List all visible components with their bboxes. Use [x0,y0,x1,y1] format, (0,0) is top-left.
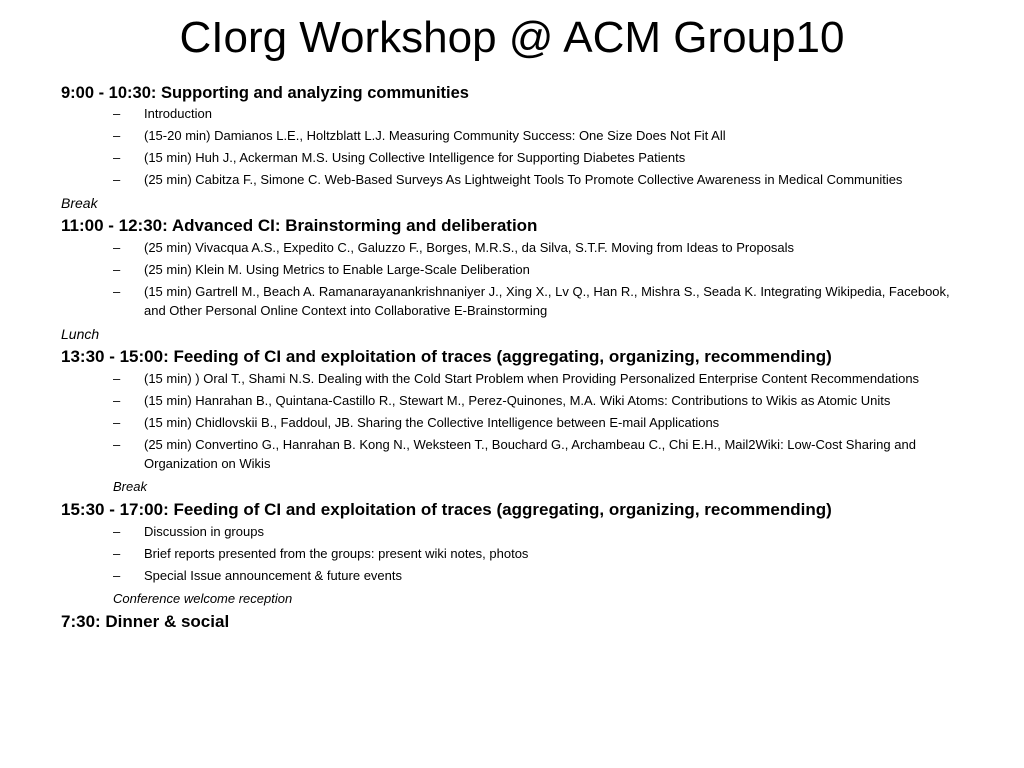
agenda-item: – Discussion in groups [113,524,264,539]
session-heading: 11:00 - 12:30: Advanced CI: Brainstorming and deliberation [61,216,538,235]
session-heading: 13:30 - 15:00: Feeding of CI and exploitation of traces (aggregating, organizing, recommending) [61,347,832,366]
session-items [61,238,961,320]
session-items [61,369,961,473]
dash-bullet: – [113,240,121,255]
agenda-item: – (15 min) Gartrell M., Beach A. Ramanarayanankrishnaniyer J., Xing X., Lv Q., Han R., Mishra S., Seada K. Integrating Wikipedia, Facebook, and Other Personal Online Context into Collaborative E-Brainstorming [113,284,950,318]
dash-bullet: – [113,150,121,165]
agenda-item: – (15-20 min) Damianos L.E., Holtzblatt L.J. Measuring Community Success: One Size Does Not Fit All [113,128,726,143]
reception-label: Conference welcome reception [113,591,293,606]
agenda-item: – (25 min) Vivacqua A.S., Expedito C., Galuzzo F., Borges, M.R.S., da Silva, S.T.F. Moving from Ideas to Proposals [113,240,795,255]
session-heading: 15:30 - 17:00: Feeding of CI and exploitation of traces (aggregating, organizing, recommending) [61,500,832,519]
dash-bullet: – [113,172,121,187]
agenda-item: – (25 min) Convertino G., Hanrahan B. Kong N., Weksteen T., Bouchard G., Archambeau C., Chi E.H., Mail2Wiki: Low-Cost Sharing and Organization on Wikis [113,437,916,471]
agenda-item: – (25 min) Cabitza F., Simone C. Web-Based Surveys As Lightweight Tools To Promote Collective Awareness in Medical Communities [113,172,903,187]
session-heading: 9:00 - 10:30: Supporting and analyzing communities [61,84,469,102]
dash-bullet: – [113,393,121,408]
dash-bullet: – [113,568,121,583]
dash-bullet: – [113,106,121,121]
dash-bullet: – [113,262,121,277]
final-session-heading: 7:30: Dinner & social [61,612,230,631]
dash-bullet: – [113,437,121,452]
session-items [61,522,961,585]
lunch-label: Lunch [61,326,100,342]
agenda [61,82,961,634]
dash-bullet: – [113,415,121,430]
agenda-item: – (15 min) ) Oral T., Shami N.S. Dealing with the Cold Start Problem when Providing Personalized Enterprise Content Recommendations [113,371,920,386]
agenda-item: – Special Issue announcement & future events [113,568,402,583]
agenda-item: – (15 min) Hanrahan B., Quintana-Castillo R., Stewart M., Perez-Quinones, M.A. Wiki Atoms: Contributions to Wikis as Atomic Units [113,393,891,408]
agenda-item: – Brief reports presented from the groups: present wiki notes, photos [113,546,529,561]
break-label: Break [113,479,147,494]
break-label: Break [61,195,98,211]
agenda-item: – (15 min) Chidlovskii B., Faddoul, JB. Sharing the Collective Intelligence between E-mail Applications [113,415,720,430]
dash-bullet: – [113,371,121,386]
agenda-item: – (25 min) Klein M. Using Metrics to Enable Large-Scale Deliberation [113,262,530,277]
slide-title: CIorg Workshop @ ACM Group10 [179,13,845,62]
dash-bullet: – [113,546,121,561]
dash-bullet: – [113,524,121,539]
agenda-item: – Introduction [113,106,212,121]
session-items [61,104,961,189]
dash-bullet: – [113,284,121,299]
agenda-item: – (15 min) Huh J., Ackerman M.S. Using Collective Intelligence for Supporting Diabetes Patients [113,150,686,165]
dash-bullet: – [113,128,121,143]
